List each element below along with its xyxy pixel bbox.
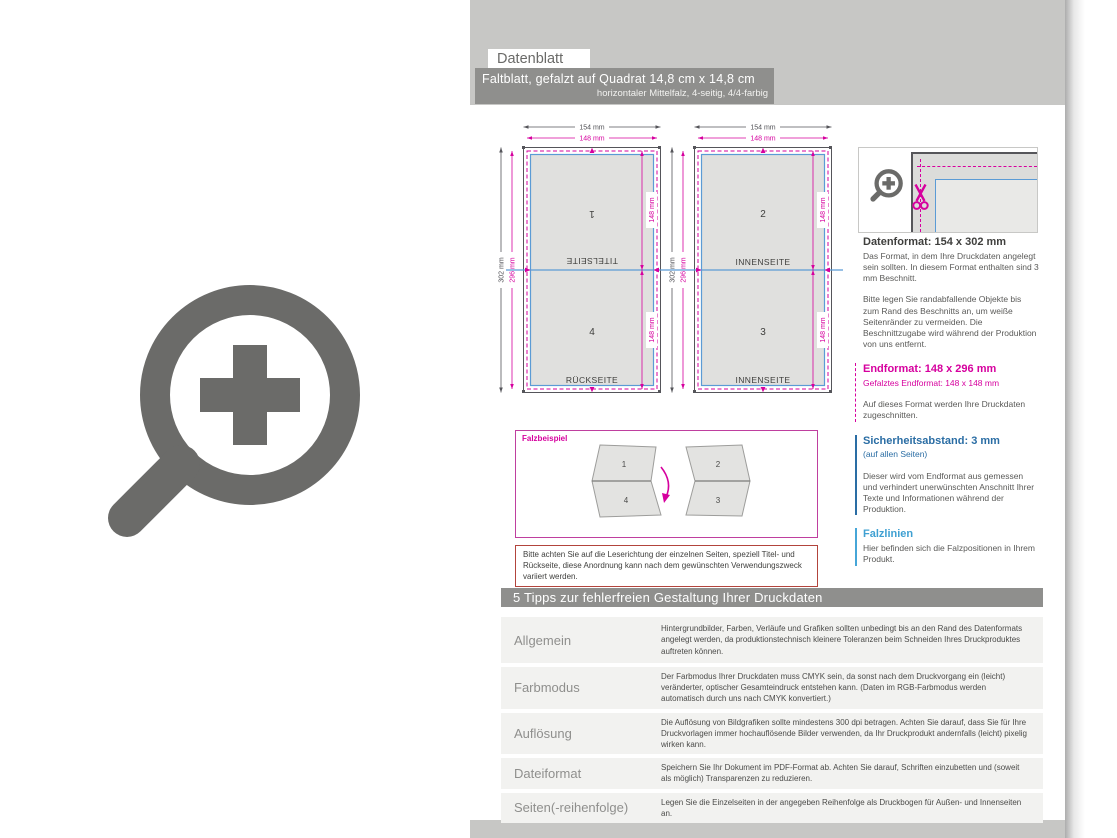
dim-148-half: 148 mm: [820, 197, 827, 223]
fold-example-box: [515, 430, 818, 538]
safety-area: [936, 180, 1037, 232]
safety-line: [935, 179, 1037, 180]
product-title: Faltblatt, gefalzt auf Quadrat 14,8 cm x 14,8 cm: [482, 72, 755, 86]
page-number: 1: [589, 208, 595, 219]
datenblatt-label: Datenblatt: [497, 51, 564, 67]
reading-direction-note: Bitte achten Sie auf die Leserichtung der einzelnen Seiten, speziell Titel- und Rückseite, diese Anordnung kann nach dem gewünschten Verwendungszweck variiert werden.: [515, 545, 818, 587]
tip-row-farbmodus: [501, 667, 1043, 709]
tip-label: Auflösung: [514, 725, 572, 741]
fold-example-label: Falzbeispiel: [522, 434, 568, 443]
bleed-corner-example: [858, 147, 1038, 233]
page-label: TITELSEITE: [566, 256, 618, 266]
dim-296: 296 mm: [680, 257, 688, 283]
endformat-sub: Gefalztes Endformat: 148 x 148 mm: [863, 378, 1000, 389]
dim-302: 302 mm: [498, 257, 506, 283]
tip-text: Der Farbmodus Ihrer Druckdaten muss CMYK sein, da sonst nach dem Druckvorgang ein (leicht) veränderter, optischer Gesamteindruck entstehen kann. (Daten im RGB-Farbmodus werden automatisch durch uns nach CMYK konvertiert.): [661, 672, 1006, 704]
falzlinien-section: [855, 528, 1039, 565]
dim-148-half: 148 mm: [820, 317, 827, 343]
dim-154: 154 mm: [579, 124, 605, 132]
fold-arrow: [661, 467, 669, 497]
datenformat-edge: [911, 152, 1037, 154]
tip-row-aufloesung: [501, 713, 1043, 755]
dim-148: 148 mm: [579, 135, 605, 143]
tip-label: Dateiformat: [514, 765, 582, 781]
tip-text: Legen Sie die Einzelseiten in der angegeben Reihenfolge als Druckbogen für Außen- und Innenseiten an.: [661, 797, 1022, 818]
tips-header: 5 Tipps zur fehlerfreien Gestaltung Ihrer Druckdaten: [501, 588, 1043, 607]
product-subtitle: horizontaler Mittelfalz, 4-seitig, 4/4-farbig: [596, 88, 768, 99]
page-number: 2: [760, 209, 766, 220]
dim-154: 154 mm: [750, 124, 776, 132]
datenformat-text2: Bitte legen Sie randabfallende Objekte bis zum Rand des Beschnitts an, um weiße Seitenränder zu vermeiden. Die Beschnittzugabe wird während der Produktion von uns entfernt.: [863, 294, 1037, 350]
sicherheitsabstand-sub: (auf allen Seiten): [863, 449, 928, 460]
tip-text: Speichern Sie Ihr Dokument im PDF-Format ab. Achten Sie darauf, Schriften einzubetten und (soweit als möglich) Transparenzen zu reduzieren.: [661, 763, 1020, 784]
fold-page-number: 2: [715, 460, 721, 469]
endformat-text: Auf dieses Format werden Ihre Druckdaten zugeschnitten.: [863, 399, 1026, 421]
datasheet-page: [470, 0, 1065, 838]
page-number: 4: [589, 327, 595, 338]
tip-text: Hintergrundbilder, Farben, Verläufe und Grafiken sollten unbedingt bis an den Rand des Datenformats angelegt werden, da produktionstechnisch kleinere Toleranzen beim Schneiden Ihres Druckproduktes auftreten können.: [661, 624, 1023, 656]
tip-text: Die Auflösung von Bildgrafiken sollte mindestens 300 dpi betragen. Achten Sie darauf, dass Sie für Ihre Druckvorlagen immer hochauflösende Bilder verwenden, da Ihr Druckprodukt andernfalls (leicht) pixelig wirken kann.: [661, 717, 1027, 749]
fold-diagram-outer-pages: [494, 118, 665, 403]
sicherheitsabstand-title: Sicherheitsabstand: 3 mm: [863, 434, 1000, 447]
fold-page-number: 4: [623, 496, 629, 505]
dim-302: 302 mm: [669, 257, 677, 283]
page-drop-shadow: [1065, 0, 1085, 838]
fold-diagram-inner-pages: [665, 118, 845, 403]
page-label: RÜCKSEITE: [565, 375, 619, 385]
sicherheitsabstand-section: [855, 435, 1039, 516]
fold-page-number: 3: [715, 496, 721, 505]
tip-row-allgemein: [501, 617, 1043, 663]
page-number: 3: [760, 327, 766, 338]
fold-page-number: 1: [621, 460, 627, 469]
tip-label: Allgemein: [514, 632, 572, 648]
format-explanations: [863, 236, 1039, 579]
dim-296: 296 mm: [509, 257, 517, 283]
dim-148-half: 148 mm: [649, 197, 656, 223]
tip-row-seitenreihenfolge: [501, 793, 1043, 823]
safety-line: [935, 179, 936, 232]
falzlinien-text: Hier befinden sich die Falzpositionen in Ihrem Produkt.: [863, 543, 1035, 565]
page-label: INNENSEITE: [735, 257, 791, 267]
dim-148-half: 148 mm: [649, 317, 656, 343]
zoom-plus-icon: [95, 258, 395, 558]
tip-row-dateiformat: [501, 758, 1043, 788]
dim-148: 148 mm: [750, 135, 776, 143]
datenblatt-tab: [488, 49, 590, 69]
page-label: INNENSEITE: [735, 375, 791, 385]
scissors-icon: [912, 184, 929, 212]
zoom-plus-icon: [869, 166, 907, 204]
tip-label: Farbmodus: [514, 680, 580, 696]
product-banner: [475, 68, 774, 104]
datenformat-title: Datenformat: 154 x 302 mm: [863, 236, 1007, 248]
sicherheitsabstand-text: Dieser wird vom Endformat aus gemessen und verhindert unerwünschten Anschnitt Ihrer Texte und Informationen während der Produktion.: [863, 470, 1035, 515]
tips-section: [501, 588, 1043, 827]
cut-line: [917, 166, 1037, 167]
fold-example-drawing: [516, 433, 817, 533]
endformat-title: Endformat: 148 x 296 mm: [863, 363, 997, 376]
tips-rows: [501, 617, 1043, 823]
datenformat-text: Das Format, in dem Ihre Druckdaten angelegt sein sollten. In diesem Format enthalten sind 3 mm Beschnitt.: [863, 250, 1039, 284]
endformat-section: [855, 363, 1039, 421]
falzlinien-title: Falzlinien: [863, 528, 914, 541]
tip-label: Seiten(-reihenfolge): [514, 800, 629, 816]
